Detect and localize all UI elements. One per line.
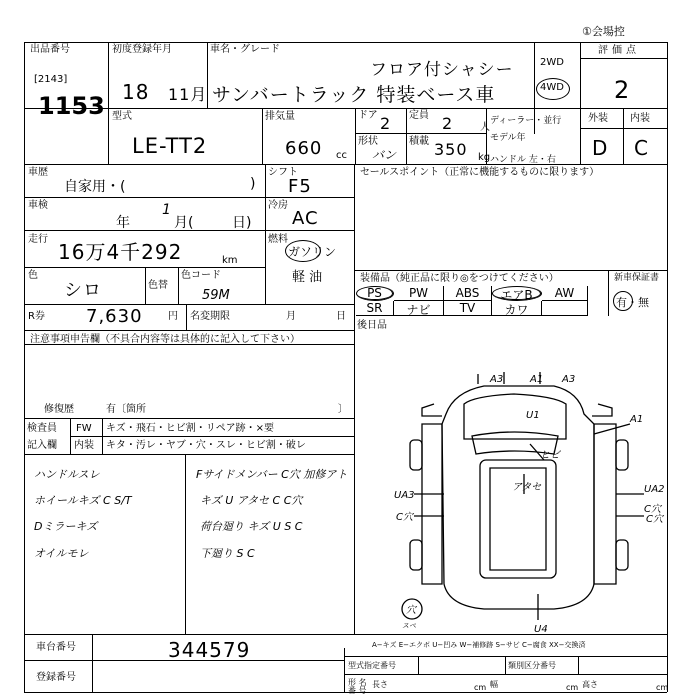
grade: フロア付シャシー <box>370 60 514 80</box>
line <box>24 330 354 331</box>
color-code-label: 色コード <box>181 270 221 281</box>
line <box>580 42 581 164</box>
reg-label: 登録番号 <box>36 672 76 683</box>
equipment-item: ナビ <box>394 301 444 316</box>
height-unit: cm <box>656 683 669 692</box>
line <box>24 108 667 109</box>
mark-a1-right: A1 <box>630 414 644 425</box>
cap-label: 定員 <box>409 110 429 121</box>
line <box>265 164 266 304</box>
repair-close: 〕 <box>338 404 348 415</box>
aftermarket-label: 後日品 <box>357 320 387 331</box>
mark-a3-right: A3 <box>562 374 576 385</box>
left-mirror <box>422 404 442 416</box>
sales-point-label: セールスポイント（正常に機能するものに限ります） <box>360 167 600 178</box>
mark-ua3: UA3 <box>394 490 415 501</box>
line <box>505 656 506 674</box>
remark-2: ホイールキズ C S/T <box>34 494 132 507</box>
first-reg-year: 18 <box>122 80 150 104</box>
line <box>108 42 109 164</box>
disp-unit: cc <box>336 150 347 161</box>
length-unit: cm <box>474 683 487 692</box>
line <box>578 656 579 674</box>
rear-left-wheel <box>410 540 422 570</box>
category-label: 類別区分番号 <box>508 661 556 670</box>
mark-c-hole-right1: C穴 <box>644 504 661 515</box>
remark-1: ハンドルスレ <box>34 468 100 481</box>
line <box>406 108 407 164</box>
load-unit: kg <box>478 152 491 163</box>
damage-legend: A−キズ E−エクボ U−凹み W−補修跡 S−サビ C−腐食 XX−交換済 <box>372 641 586 649</box>
handle-label: ハンドル 左・右 <box>490 155 556 165</box>
recycle-unit: 円 <box>168 311 178 322</box>
mark-u1: U1 <box>526 410 540 421</box>
left-panel <box>422 424 442 584</box>
line <box>24 692 667 693</box>
inspect-month-val: 1 <box>162 202 171 218</box>
cap-unit: 人 <box>480 122 490 133</box>
line <box>344 648 345 692</box>
line <box>24 304 354 305</box>
line <box>24 454 354 455</box>
ac: AC <box>292 208 319 229</box>
equipment-item: TV <box>444 301 492 316</box>
recycle: 7,630 <box>86 306 143 327</box>
line <box>24 634 667 635</box>
dealer-label: ディーラー・並行 <box>490 116 562 126</box>
score-label: 評価点 <box>598 45 640 56</box>
line <box>178 267 179 304</box>
front-left-wheel <box>410 440 422 470</box>
mileage-unit: km <box>222 255 238 266</box>
right-mirror <box>592 404 612 416</box>
repair-label: 修復歴 <box>44 404 74 415</box>
right-panel <box>594 424 616 584</box>
name-change-label: 名変期限 <box>190 311 230 322</box>
load: 350 <box>434 140 468 159</box>
height-label: 高さ <box>582 680 598 689</box>
line <box>354 270 667 271</box>
int-items: キタ・汚レ・ヤブ・穴・スレ・ヒビ割・破レ <box>106 440 306 451</box>
line <box>24 164 667 165</box>
mark-ua2: UA2 <box>644 484 665 495</box>
fw-items: キズ・飛石・ヒビ割・リペア跡・×要 <box>106 423 274 434</box>
line <box>24 42 667 43</box>
type-cert-label: 型式指定番号 <box>348 661 396 670</box>
equipment-item: PS <box>356 286 394 301</box>
equipment-item: SR <box>356 301 394 316</box>
copy-label: ①会場控 <box>582 25 625 38</box>
body-outline <box>442 386 594 609</box>
fuel-gas: ガソリン <box>288 245 337 259</box>
lot-no-label: 出品番号 <box>30 44 70 55</box>
equipment-item: カワ <box>492 301 542 316</box>
mark-a1-top: A1 <box>530 374 544 385</box>
int-label: 内装 <box>630 113 650 124</box>
length-label: 長さ <box>372 680 388 689</box>
car-name: サンバートラック 特装ベース車 <box>212 84 496 106</box>
shape-label: 形状 <box>358 136 378 147</box>
disp-label: 排気量 <box>265 111 295 122</box>
score: 2 <box>614 76 631 104</box>
warranty: 有・無 <box>616 296 649 309</box>
name-change-m: 月 <box>286 311 296 322</box>
drive-4wd: 4WD <box>540 82 564 93</box>
line <box>102 418 103 454</box>
lot-code: [2143] <box>34 74 68 85</box>
form-name: 形 名 <box>348 678 367 687</box>
cap: 2 <box>442 114 454 133</box>
line <box>262 108 263 164</box>
mark-c-hole-left: C穴 <box>396 512 413 523</box>
front-right-wheel <box>616 440 628 470</box>
name-change-d: 日 <box>336 311 346 322</box>
ac-label: 冷房 <box>268 200 288 211</box>
equipment-item: AW <box>542 286 588 301</box>
rear-right-wheel <box>616 540 628 570</box>
inspector-label: 検査員 <box>27 423 57 434</box>
history-close: ) <box>250 176 256 192</box>
entry-label: 記入欄 <box>27 440 57 451</box>
color-code: 59M <box>202 288 230 303</box>
ext-label: 外装 <box>588 113 608 124</box>
line <box>24 418 354 419</box>
first-reg-label: 初度登録年月 <box>112 44 172 55</box>
equipment-item: ABS <box>444 286 492 301</box>
history: 自家用・( <box>64 179 126 195</box>
door-label: ドア <box>358 110 378 121</box>
model: LE-TT2 <box>132 134 208 158</box>
mark-hibi: ヒビ <box>540 450 560 461</box>
form-number: 番 号 <box>348 686 367 695</box>
equipment-title: 装備品（純正品に限り◎をつけてください） <box>360 273 559 284</box>
int-check-label: 内装 <box>74 440 94 451</box>
inspect-month: 月( <box>174 215 194 231</box>
shift-label: シフト <box>268 167 298 178</box>
mileage-label: 走行 <box>28 234 48 245</box>
line <box>580 58 667 59</box>
remark-8: 下廻り S C <box>200 547 255 560</box>
line <box>418 656 419 674</box>
door: 2 <box>380 114 392 133</box>
line <box>92 634 93 692</box>
history-label: 車歴 <box>28 167 48 178</box>
ext-grade: D <box>592 136 609 160</box>
load-label: 積載 <box>409 136 429 147</box>
mark-hole: 穴 <box>406 605 416 616</box>
cargo-bed <box>480 460 556 578</box>
inspect-label: 車検 <box>28 200 48 211</box>
chassis-label: 車台番号 <box>36 642 76 653</box>
first-reg-month: 11月 <box>168 85 208 104</box>
mark-spare: スペ <box>402 622 416 630</box>
color-label: 色 <box>28 270 38 281</box>
line <box>608 270 609 316</box>
shift: F5 <box>288 176 312 197</box>
line <box>70 436 354 437</box>
car-name-label: 車名・グレード <box>210 44 280 55</box>
line <box>185 454 186 634</box>
recycle-label: R券 <box>28 311 45 322</box>
fuel-diesel: 軽 油 <box>292 270 323 285</box>
lot-number: 1153 <box>38 92 105 120</box>
shape: バン <box>372 148 397 162</box>
line <box>623 108 624 164</box>
line <box>355 108 356 164</box>
color-change-label: 色替 <box>148 280 168 291</box>
inspect-year: 年 <box>116 215 130 231</box>
chassis: 344579 <box>168 638 251 662</box>
width-unit: cm <box>566 683 579 692</box>
color: シロ <box>64 280 102 301</box>
int-grade: C <box>634 136 649 160</box>
remark-7: 荷台廻り キズ U S C <box>200 520 303 533</box>
remark-5: Fサイドメンバー C穴 加修アト <box>196 468 348 481</box>
equipment-item: エアB <box>492 286 542 301</box>
mark-c-hole-right2: C穴 <box>646 514 663 525</box>
model-label: 型式 <box>112 111 132 122</box>
repair-value: 有〔箇所 <box>106 404 146 415</box>
line <box>354 164 355 344</box>
notes-title: 注意事項申告欄（不具合内容等は具体的に記入して下さい） <box>30 334 300 345</box>
warranty-label: 新車保証書 <box>614 273 660 283</box>
line <box>667 42 668 692</box>
mark-u4: U4 <box>534 624 548 634</box>
model-year-label: モデル年 <box>490 133 526 143</box>
disp: 660 <box>285 138 323 159</box>
equipment-item: PW <box>394 286 444 301</box>
remark-4: オイルモレ <box>34 547 89 560</box>
drive-2wd: 2WD <box>540 57 564 68</box>
line <box>145 267 146 304</box>
equipment-item <box>542 301 588 316</box>
mileage: 16万4千292 <box>58 240 183 264</box>
line <box>186 304 187 330</box>
width-label: 幅 <box>490 680 498 689</box>
line <box>24 42 25 692</box>
remark-3: Dミラーキズ <box>34 520 98 533</box>
fuel-label: 燃料 <box>268 234 288 245</box>
fw-label: FW <box>76 423 92 434</box>
line <box>344 674 667 675</box>
inspect-day: 日) <box>232 215 252 231</box>
remark-6: キズ U アタセ C C穴 <box>200 494 303 507</box>
line <box>70 418 71 454</box>
vehicle-diagram <box>354 344 667 634</box>
mark-atase: アタセ <box>512 482 542 493</box>
line <box>355 133 486 134</box>
mark-a3-left: A3 <box>490 374 504 385</box>
line <box>24 197 354 198</box>
